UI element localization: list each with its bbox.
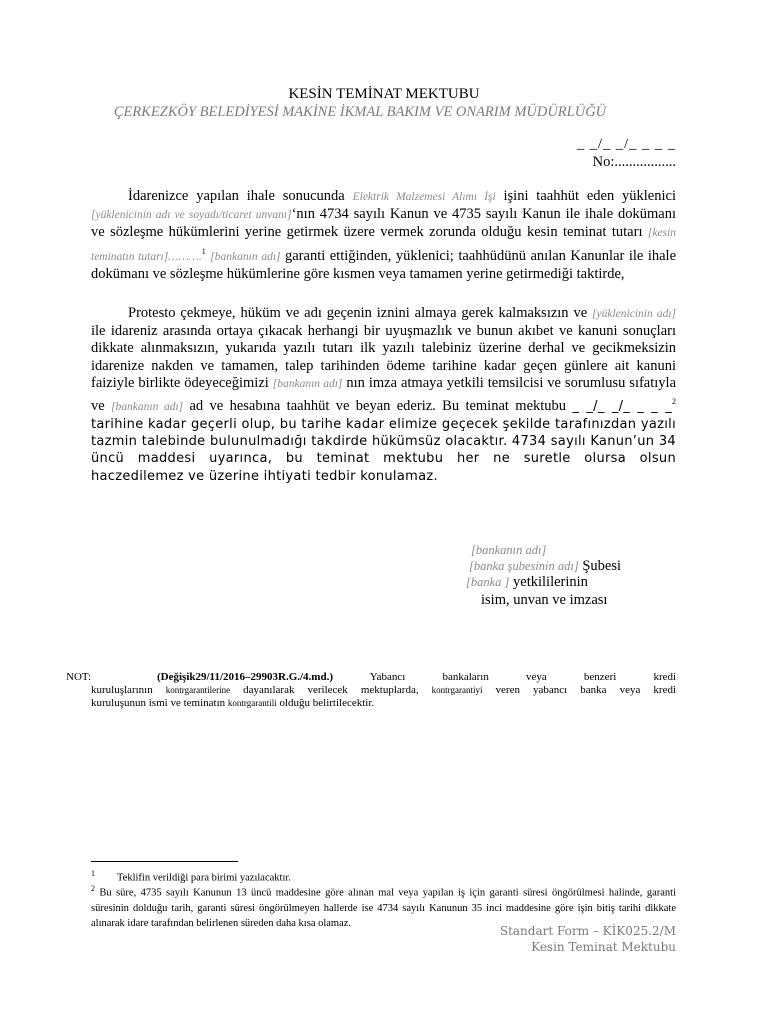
validity-date-blank: _ _/_ _/_ _ _ _ xyxy=(572,398,673,414)
p1-text-5: garanti ettiğinden, yüklenici; taahhüdünü anılan Kanunlar ile ihale dokümanı ve sözleşme hükümlerine göre kısmen veya tamamen yerine getirmediği taktirde, xyxy=(91,247,677,282)
note-text: olduğu belirtilecektir. xyxy=(276,697,375,709)
date-placeholder: _ _/_ _/_ _ _ _ xyxy=(576,136,676,152)
contractor-placeholder: [yüklenicinin adı ve soyadı/ticaret unvanı] xyxy=(91,209,292,222)
p2-text-1: Protesto çekmeye, hüküm ve adı geçenin iznini almaya gerek kalmaksızın ve xyxy=(128,305,593,321)
p1-text-3: ‘nın 4734 sayılı Kanun ve 4735 sayılı Kanun ile ihale dokümanı ve sözleşme hükümlerini yerine getirmek üzere vermek zorunda olduğu kesin teminat tutarı xyxy=(91,206,676,241)
note-word: benzeri xyxy=(583,671,617,683)
sig-bank-short-placeholder: [banka ] xyxy=(466,575,510,589)
note-word: veya xyxy=(526,671,547,683)
document-title: KESİN TEMİNAT MEKTUBU xyxy=(288,86,480,102)
note-row-1 xyxy=(157,671,676,684)
p1-text-2: işini taahhüt eden yüklenici xyxy=(495,188,676,204)
note-text: kuruluşlarının xyxy=(91,684,166,696)
note-text: kuruluşunun ismi ve teminatın xyxy=(91,697,228,709)
footnote-ref-2: 2 xyxy=(672,397,677,407)
sig-branch-suffix: Şubesi xyxy=(582,558,622,574)
p2-text-3: nın imza atmaya yetkili temsilcisi ve sorumlusu sıfatıyla ve xyxy=(91,374,677,414)
note-text: dayanılarak verilecek mektuplarda, xyxy=(230,684,432,696)
amount-placeholder: [kesin teminatın tutarı] xyxy=(91,227,676,263)
footnote-text: Bu süre, 4735 sayılı Kanunun 13 üncü maddesine göre alınan mal veya yapılan iş için garanti süresi öngörülmesi halinde, garanti süresinin dolduğu tarih, garanti süresi öngörülmeyen hallerde ise 4734 sayılı Kanunun 35 inci maddesine göre işin bitiş tarihi dikkate alınarak idare tarafından belirlenen süreden daha kısa olamaz. xyxy=(91,887,676,929)
footnote-number: 2 xyxy=(91,884,95,893)
note-text: kontrgarantili xyxy=(227,698,277,708)
sig-branch-placeholder: [banka şubesinin adı] xyxy=(469,559,579,573)
note-text: veren yabancı banka veya kredi xyxy=(482,684,677,696)
note-word: bankaların xyxy=(442,671,489,683)
bank-name-placeholder: [bankanın adı] xyxy=(272,377,343,390)
form-footer xyxy=(500,923,676,955)
note-label: NOT: xyxy=(66,671,92,683)
letter-number: No:................. xyxy=(592,154,676,170)
amount-dots: ………. xyxy=(168,250,202,263)
contractor-placeholder: [yüklenicinin adı] xyxy=(592,308,677,320)
sig-authorized: yetkililerinin xyxy=(513,574,588,590)
document-subtitle: ÇERKEZKÖY BELEDİYESİ MAKİNE İKMAL BAKIM VE ONARIM MÜDÜRLÜĞÜ xyxy=(113,104,607,120)
footnote-separator xyxy=(91,861,238,862)
p1-text-1: İdarenizce yapılan ihale sonucunda xyxy=(128,188,353,204)
note-row-3 xyxy=(91,697,676,710)
footnote-ref-1: 1 xyxy=(201,246,206,256)
sig-name-title: isim, unvan ve imzası xyxy=(481,592,608,608)
form-code: Standart Form – KİK025.2/M xyxy=(499,924,676,938)
note-row-2 xyxy=(91,684,676,697)
p2-text-2: ile idareniz arasında ortaya çıkacak herhangi bir uyuşmazlık ve bunun akıbet ve kanuni sonuçları dikkate alınmaksızın, yukarıda yazılı tutarı ilk yazılı talebiniz üzerine derhal ve gecikmeksizin idarenize nakden ve tamamen, talep tarihinden ödeme tarihine kadar geçen günlere ait kanuni faiziyle birlikte ödeyeceğimizi xyxy=(91,323,676,391)
p2-text-4: ad ve hesabına taahhüt ve beyan ederiz. Bu teminat mektubu xyxy=(183,397,573,414)
paragraph-guarantee-terms xyxy=(91,305,676,485)
p2-text-5: tarihine kadar geçerli olup, bu tarihe kadar elimize geçecek şekilde tarafınızdan yazılı tazmin talebinde bulunulmadığı takdirde hükümsüz olacaktır. 4734 sayılı Kanun’un 34 üncü maddesi uyarınca, bu teminat mektubu her ne suretle olursa olsun haczedilemez ve üzerine ihtiyati tedbir konulamaz. xyxy=(91,417,676,484)
note-text: kontrgarantiyi xyxy=(431,685,483,695)
footnote-text: Teklifin verildiği para birimi yazılacaktır. xyxy=(117,872,291,884)
job-name-placeholder: Elektrik Malzemesi Alımı İşi xyxy=(352,191,496,203)
note-text: kontrgarantilerine xyxy=(165,685,231,695)
paragraph-guarantee-intro xyxy=(91,188,676,283)
form-name: Kesin Teminat Mektubu xyxy=(531,940,676,954)
sig-bank-placeholder: [bankanın adı] xyxy=(471,543,547,557)
bank-name-placeholder: [bankanın adı] xyxy=(210,250,281,263)
note-amendment: (Değişik29/11/2016–29903R.G./4.md.) xyxy=(157,671,334,683)
footnote-number: 1 xyxy=(91,869,95,878)
bank-name-placeholder: [bankanın adı] xyxy=(111,400,184,413)
note-word: kredi xyxy=(653,671,677,683)
note-word: Yabancı xyxy=(369,671,406,683)
